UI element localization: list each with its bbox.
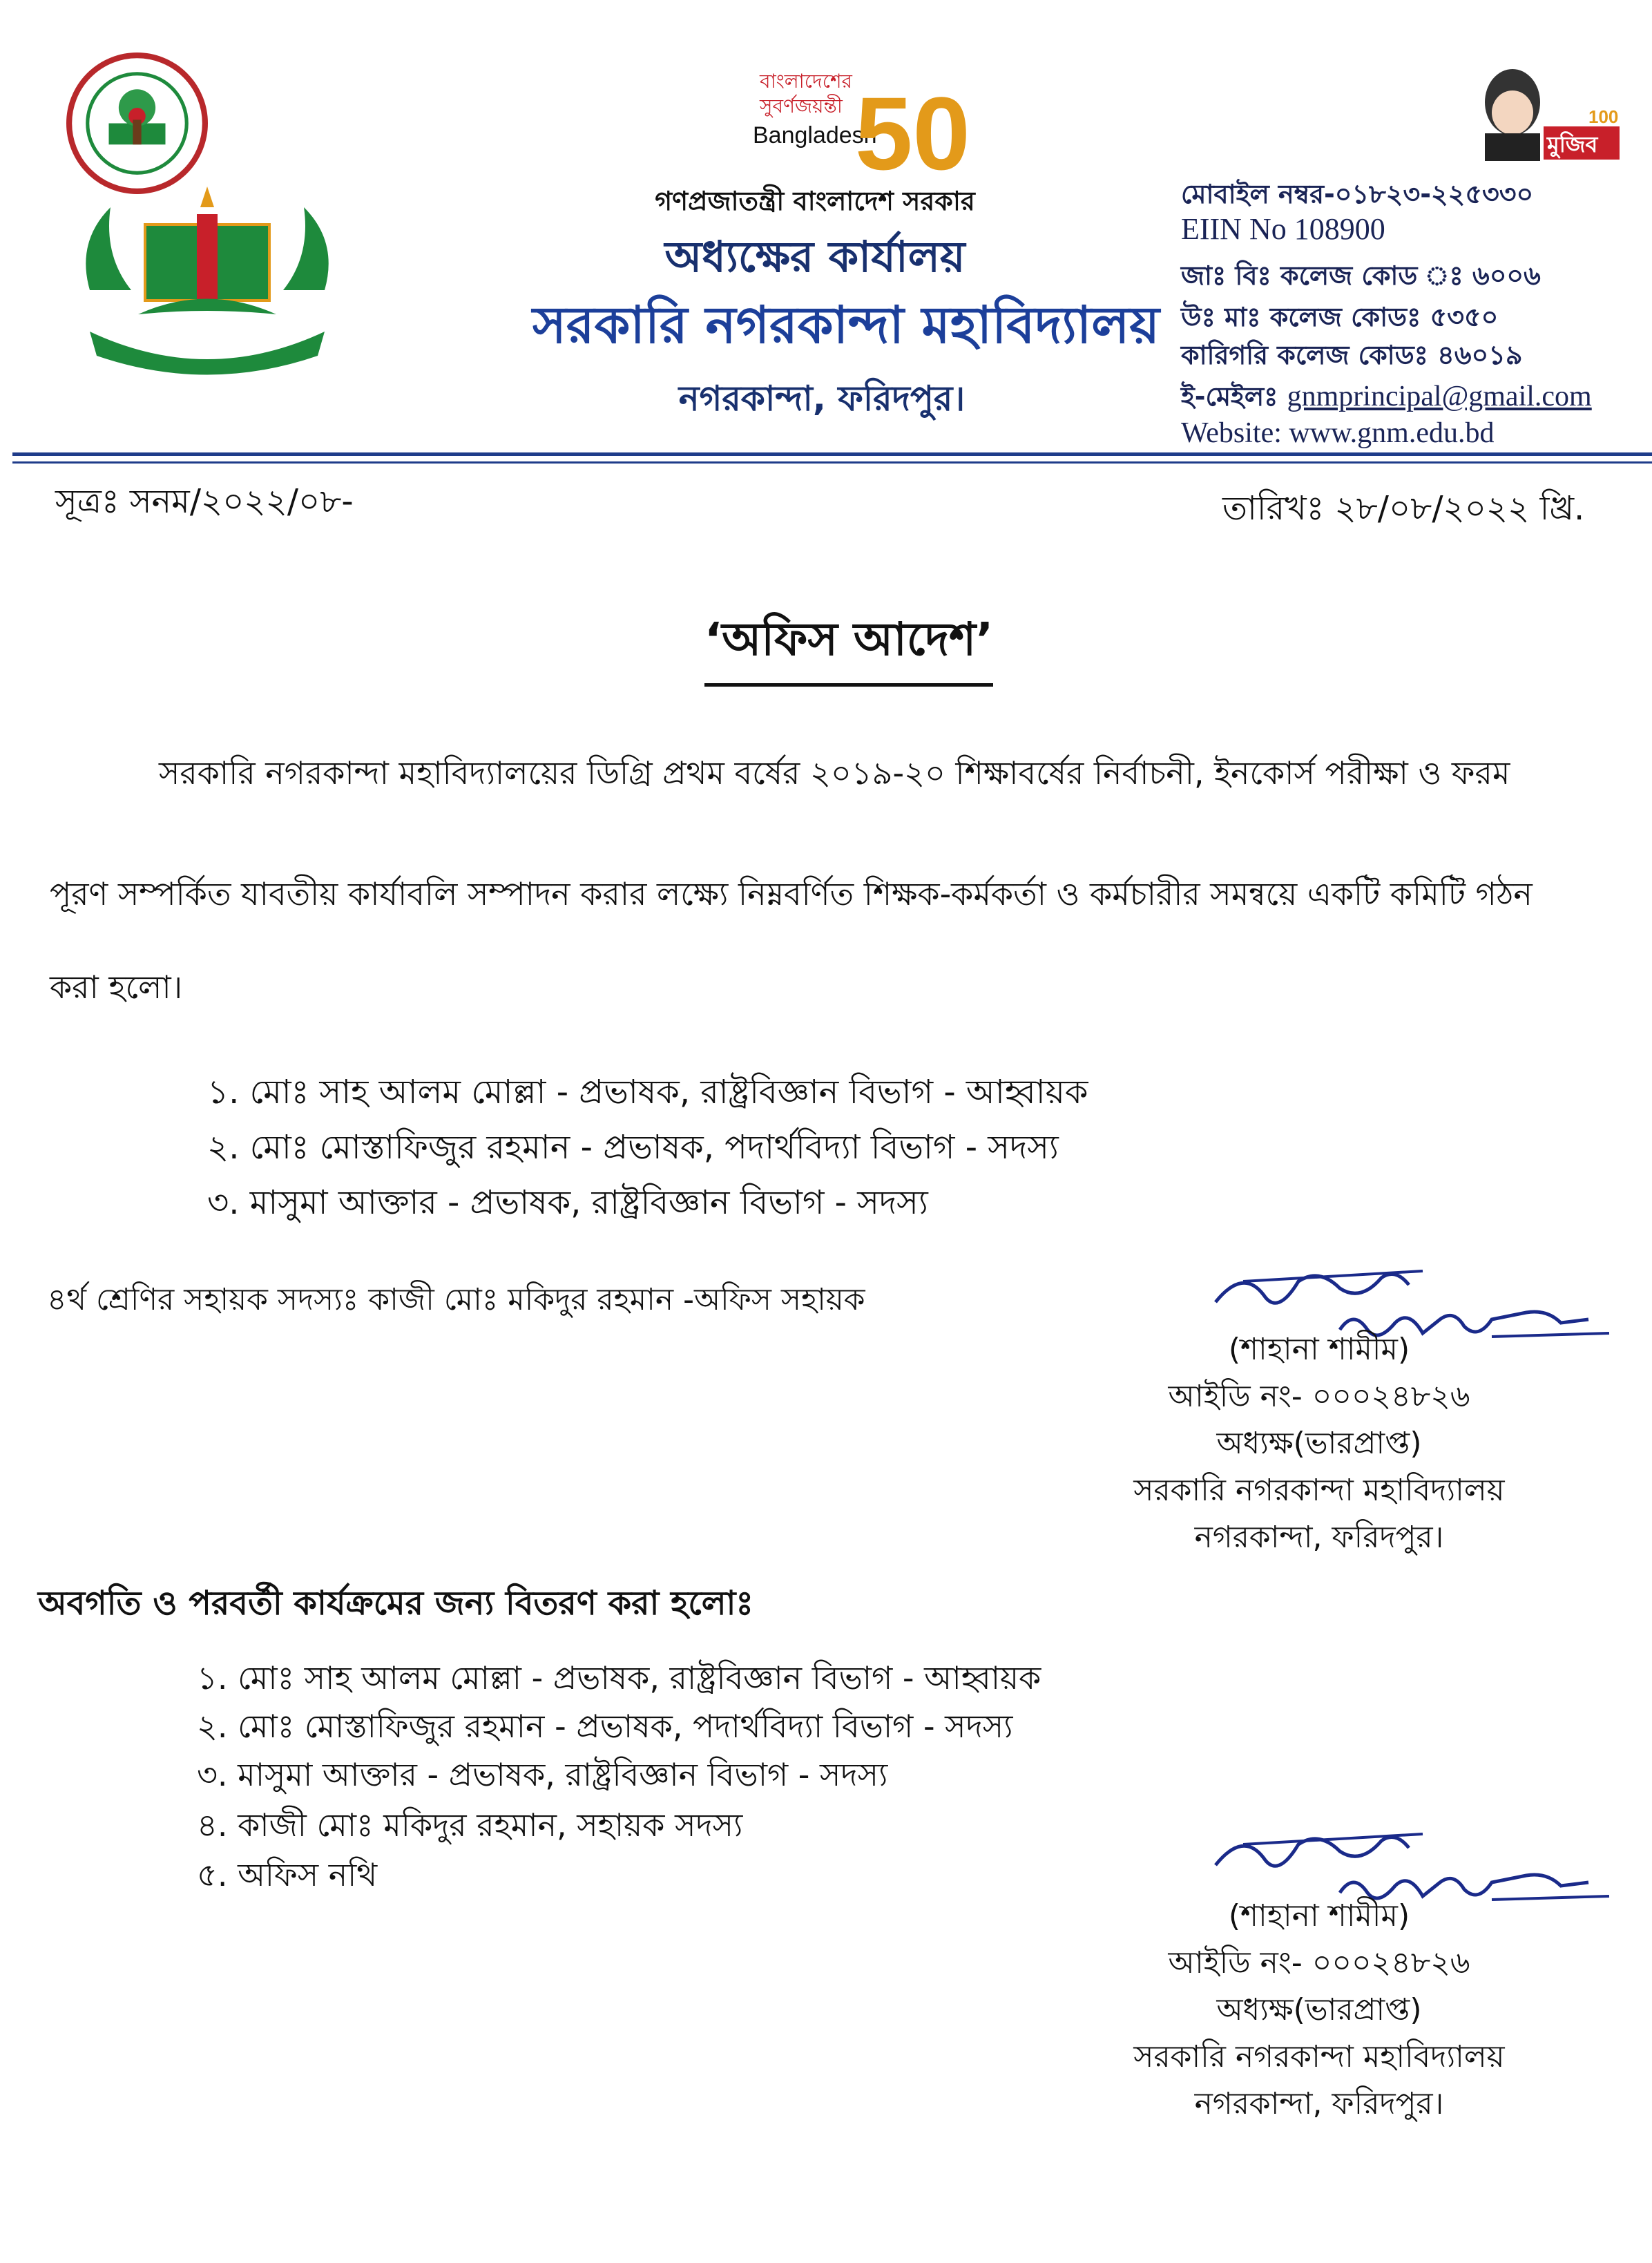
nu-college-code: জাঃ বিঃ কলেজ কোড ঃ ৬০০৬ (1181, 260, 1541, 291)
committee-member: ২. মোঃ মোস্তাফিজুর রহমান - প্রভাষক, পদার্থবিদ্যা বিভাগ - সদস্য (207, 1128, 1059, 1167)
signatory-college: সরকারি নগরকান্দা মহাবিদ্যালয় (1133, 2039, 1505, 2074)
header-divider-thin (12, 461, 1652, 464)
hsc-college-code: উঃ মাঃ কলেজ কোডঃ ৫৩৫০ (1181, 302, 1499, 332)
body-line-2: পূরণ সম্পর্কিত যাবতীয় কার্যাবলি সম্পাদন করার লক্ষ্যে নিম্নবর্ণিত শিক্ষক-কর্মকর্তা ও কর্মচারীর সমন্বয়ে একটি কমিটি গঠন (50, 875, 1533, 913)
signatory-id: আইডি নং- ০০০২৪৮২৬ (1168, 1945, 1470, 1980)
document-title: ‘অফিস আদেশ’ (704, 604, 993, 687)
college-address: নগরকান্দা, ফরিদপুর। (678, 379, 966, 419)
college-name: সরকারি নগরকান্দা মহাবিদ্যালয় (532, 296, 1160, 355)
svg-text:Bangladesh: Bangladesh (753, 122, 877, 149)
email-label: ই-মেইলঃ (1181, 381, 1278, 412)
signature-block (1077, 1326, 1561, 1561)
distribution-item: ৪. কাজী মোঃ মকিদুর রহমান, সহায়ক সদস্য (197, 1806, 743, 1844)
svg-text:সুবর্ণজয়ন্তী: সুবর্ণজয়ন্তী (760, 95, 843, 117)
website[interactable]: Website: www.gnm.edu.bd (1181, 417, 1495, 449)
header-divider (12, 452, 1652, 456)
signatory-address: নগরকান্দা, ফরিদপুর। (1194, 2086, 1444, 2121)
distribution-item: ১. মোঃ সাহ আলম মোল্লা - প্রভাষক, রাষ্ট্রবিজ্ঞান বিভাগ - আহ্বায়ক (197, 1659, 1041, 1697)
email-row (1181, 376, 1592, 421)
technical-college-code: কারিগরি কলেজ কোডঃ ৪৬০১৯ (1181, 340, 1523, 370)
email-link[interactable]: gnmprincipal@gmail.com (1287, 381, 1592, 412)
signatory-id: আইডি নং- ০০০২৪৮২৬ (1168, 1379, 1470, 1414)
government-name: গণপ্রজাতন্ত্রী বাংলাদেশ সরকার (655, 186, 975, 216)
signatory-designation: অধ্যক্ষ(ভারপ্রাপ্ত) (1216, 1992, 1422, 2027)
class4-assistant: ৪র্থ শ্রেণির সহায়ক সদস্যঃ কাজী মোঃ মকিদুর রহমান -অফিস সহায়ক (47, 1282, 865, 1317)
distribution-item: ৩. মাসুমা আক্তার - প্রভাষক, রাষ্ট্রবিজ্ঞান বিভাগ - সদস্য (197, 1756, 888, 1793)
reference-number: সূত্রঃ সনম/২০২২/০৮- (55, 482, 354, 521)
signatory-address: নগরকান্দা, ফরিদপুর। (1194, 1520, 1444, 1555)
svg-text:বাংলাদেশের: বাংলাদেশের (760, 70, 852, 93)
office-name: অধ্যক্ষের কার্যালয় (664, 231, 966, 282)
body-line-1: সরকারি নগরকান্দা মহাবিদ্যালয়ের ডিগ্রি প্রথম বর্ষের ২০১৯-২০ শিক্ষাবর্ষের নির্বাচনী, ইনকোর্স পরীক্ষা ও ফরম (159, 754, 1510, 792)
distribution-item: ৫. অফিস নথি (197, 1856, 378, 1893)
committee-member: ৩. মাসুমা আক্তার - প্রভাষক, রাষ্ট্রবিজ্ঞান বিভাগ - সদস্য (207, 1183, 928, 1222)
signatory-name: (শাহানা শামীম) (1228, 1898, 1410, 1933)
svg-text:50: 50 (855, 75, 970, 183)
college-emblem-logo (69, 187, 345, 380)
distribution-heading: অবগতি ও পরবর্তী কার্যক্রমের জন্য বিতরণ করা হলোঃ (38, 1584, 753, 1623)
distribution-item: ২. মোঃ মোস্তাফিজুর রহমান - প্রভাষক, পদার্থবিদ্যা বিভাগ - সদস্য (197, 1708, 1013, 1745)
committee-member: ১. মোঃ সাহ আলম মোল্লা - প্রভাষক, রাষ্ট্রবিজ্ঞান বিভাগ - আহ্বায়ক (207, 1073, 1088, 1111)
issue-date: তারিখঃ ২৮/০৮/২০২২ খ্রি. (1222, 489, 1585, 528)
signature-block (1077, 1893, 1561, 2128)
signatory-name: (শাহানা শামীম) (1228, 1332, 1410, 1367)
mujib-circle-logo (66, 52, 208, 194)
signatory-college: সরকারি নগরকান্দা মহাবিদ্যালয় (1133, 1473, 1505, 1508)
bangladesh-golden-jubilee-logo (746, 66, 981, 183)
eiin-number: EIIN No 108900 (1181, 212, 1385, 246)
body-line-3: করা হলো। (50, 968, 183, 1006)
mobile-number: মোবাইল নম্বর-০১৮২৩-২২৫৩৩০ (1181, 179, 1534, 209)
mujib-100-logo (1464, 61, 1623, 164)
svg-text:মুজিব: মুজিব (1547, 131, 1598, 157)
svg-text:100: 100 (1588, 106, 1619, 127)
signatory-designation: অধ্যক্ষ(ভারপ্রাপ্ত) (1216, 1426, 1422, 1461)
